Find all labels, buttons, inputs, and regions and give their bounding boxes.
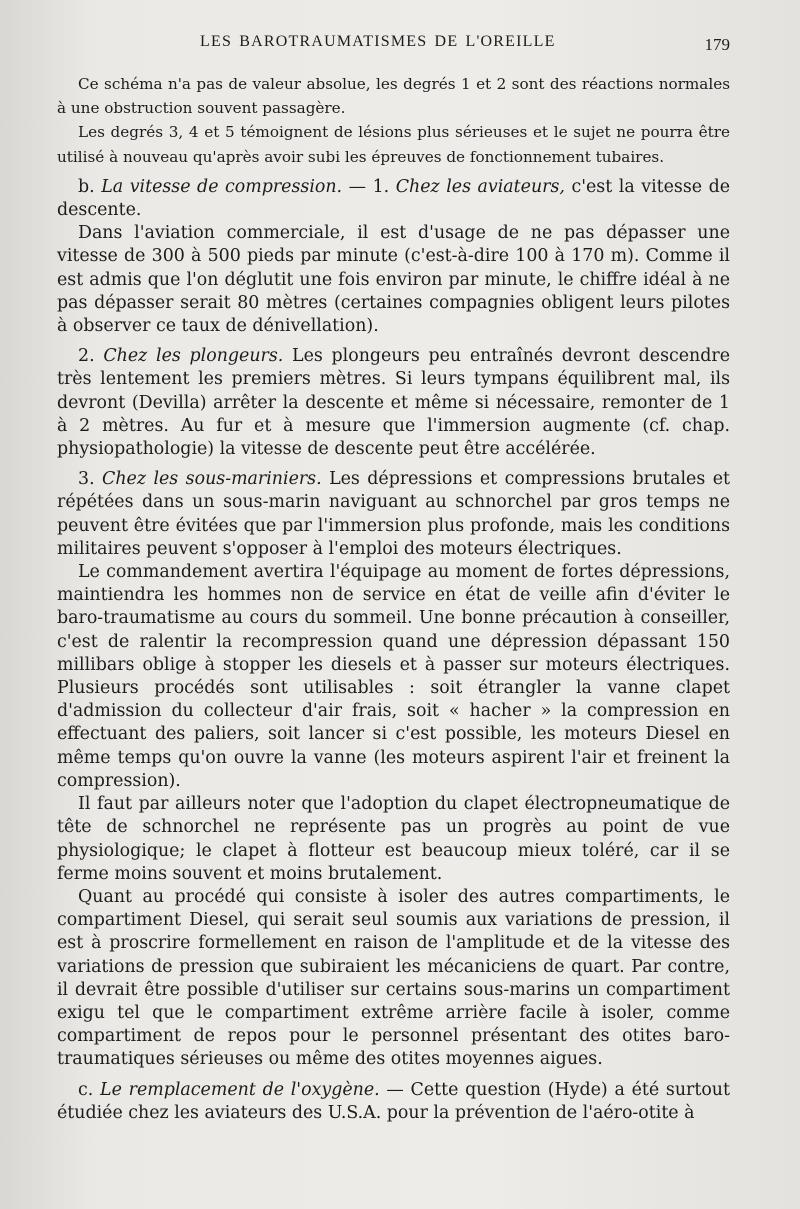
paragraph-schema: Ce schéma n'a pas de valeur absolue, les degrés 1 et 2 sont des réactions normales à une obstruction souvent passagère. bbox=[57, 75, 730, 118]
paragraph-compartiment: Quant au procédé qui consiste à isoler des autres compartiments, le compartiment Diesel, qui serait seul soumis aux variations de pression, il est à proscrire formellement en raison de l'amplitude et de la vitesse des variations de pression que subiraient les mécaniciens de quart. Par contre, il devrait être possible d'utiliser sur certains sous-marins un compartiment exigu tel que le compartiment extrême arrière facile à isoler, comme compartiment de repos pour le personnel présentant des otites baro-traumatiques sérieuses ou même des otites moyennes aigues. bbox=[57, 886, 730, 1070]
page-number: 179 bbox=[704, 35, 730, 54]
section-text: Les plongeurs peu entraînés devront descendre très lentement les premiers mètres. Si leurs tympans équilibrent mal, ils devront (Devilla) arrêter la descente et même si nécessaire, remonter de 1 à 2 mètres. Au fur et à mesure que l'immersion augmente (cf. chap. physiopathologie) la vitesse de descente peut être accélérée. bbox=[57, 346, 730, 460]
section-title: La vitesse de compression. bbox=[101, 176, 343, 197]
section-text: c'est la vitesse de descente. bbox=[57, 176, 731, 221]
section-title: Le remplacement de l'oxygène. bbox=[100, 1079, 380, 1100]
running-header bbox=[60, 33, 730, 57]
paragraph-aviation: Dans l'aviation commerciale, il est d'usage de ne pas dépasser une vitesse de 300 à 500 pieds par minute (c'est-à-dire 100 à 170 m). Comme il est admis que l'on déglutit une fois environ par minute, le chiffre idéal à ne pas dépasser serait 80 mètres (certaines compagnies obligent leurs pilotes à observer ce taux de dénivellation). bbox=[57, 223, 730, 337]
running-title: LES BAROTRAUMATISMES DE L'OREILLE bbox=[200, 33, 556, 50]
section-text: — Cette question (Hyde) a été surtout étudiée chez les aviateurs des U.S.A. pour la prévention de l'aéro-otite à bbox=[57, 1079, 730, 1123]
section-sous-mariniers bbox=[57, 468, 730, 561]
paragraph-commandement: Le commandement avertira l'équipage au moment de fortes dépressions, maintiendra les hommes non de service en état de veille afin d'éviter le baro-traumatisme au cours du sommeil. Une bonne précaution à conseiller, c'est de ralentir la recompression quand une dépression dépassant 150 millibars oblige à stopper les diesels et à passer sur moteurs électriques. Plusieurs procédés sont utilisables : soit étrangler la vanne clapet d'admission du collecteur d'air frais, soit « hacher » la compression en effectuant des paliers, soit lancer si c'est possible, les moteurs Diesel en même temps qu'on ouvre la vanne (les moteurs aspirent l'air et freinent la compression). bbox=[57, 562, 730, 791]
section-plongeurs bbox=[57, 345, 730, 461]
paragraph-degres: Les degrés 3, 4 et 5 témoignent de lésions plus sérieuses et le sujet ne pourra être utilisé à nouveau qu'après avoir subi les épreuves de fonctionnement tubaires. bbox=[57, 123, 730, 166]
section-label: b. bbox=[78, 176, 95, 197]
section-title: Chez les sous-mariniers. bbox=[102, 469, 322, 490]
section-text: Les dépressions et compressions brutales et répétées dans un sous-marin naviguant au schnorchel par gros temps ne peuvent être évitées que par l'immersion plus profonde, mais les conditions militaires peuvent s'opposer à l'emploi des moteurs électriques. bbox=[57, 469, 730, 559]
text-body bbox=[57, 72, 730, 1125]
section-label: 3. bbox=[78, 469, 95, 490]
section-label: 2. bbox=[78, 346, 95, 367]
subsection-title: Chez les aviateurs, bbox=[395, 176, 565, 197]
section-label: c. bbox=[78, 1079, 94, 1100]
paragraph-clapet: Il faut par ailleurs noter que l'adoption du clapet électropneumatique de tête de schnorchel ne représente pas un progrès au point de vue physiologique; le clapet à flotteur est beaucoup mieux toléré, car il se ferme moins souvent et moins brutalement. bbox=[57, 794, 730, 884]
section-dash: — 1. bbox=[342, 176, 396, 197]
section-c-heading bbox=[57, 1079, 730, 1125]
section-title: Chez les plongeurs. bbox=[103, 346, 284, 367]
section-b-heading bbox=[57, 176, 730, 222]
